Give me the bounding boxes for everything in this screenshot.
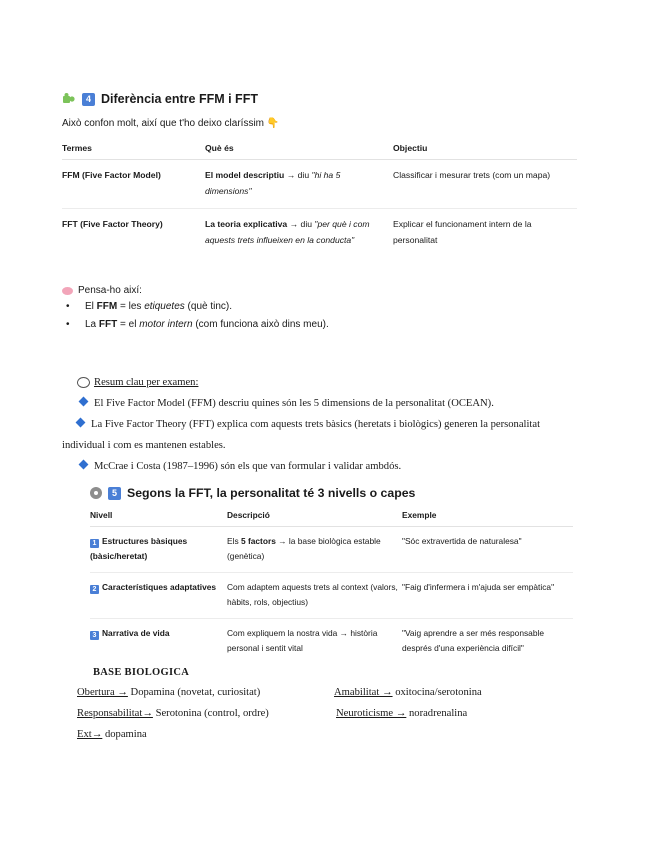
li-pre: El (85, 301, 97, 312)
table-header-row (62, 139, 577, 160)
header-objectiu: Objectiu (393, 139, 577, 160)
table-row (90, 527, 573, 573)
number-1-badge: 1 (90, 539, 99, 548)
what-cell (205, 160, 393, 209)
goal-cell: Explicar el funcionament intern de la personalitat (393, 219, 532, 245)
desc-post: → la base biològica estable (genètica) (227, 536, 381, 561)
base-text: Serotonina (control, ordre) (152, 708, 269, 719)
desc-pre: Els (227, 536, 241, 546)
puzzle-icon (62, 93, 76, 105)
blue-diamond-icon (76, 418, 86, 428)
header-descripcio: Descripció (227, 507, 402, 527)
base-label: Neuroticisme → (336, 708, 407, 719)
section-4-title: Diferència entre FFM i FFT (101, 92, 258, 106)
header-exemple: Exemple (402, 507, 573, 527)
intro-label: Això confon molt, així que t'ho deixo claríssim (62, 118, 265, 129)
section-5-title: Segons la FFT, la personalitat té 3 nivells o capes (127, 486, 416, 500)
base-item-obertura (77, 687, 260, 698)
speech-bubble-icon (77, 377, 90, 388)
ffm-fft-table (62, 139, 577, 257)
li-post: (què tinc). (184, 301, 233, 312)
section-4-heading (62, 92, 258, 106)
what-rest: → diu (284, 170, 312, 180)
think-heading (62, 285, 142, 296)
desc-bold: 5 factors (240, 536, 276, 546)
number-5-badge: 5 (108, 487, 121, 500)
what-italic: "hi ha 5 dimensions" (205, 170, 341, 196)
base-label: Obertura → (77, 687, 128, 698)
resum-point-text: El Five Factor Model (FFM) descriu quines són les 5 dimensions de la personalitat (OCEAN). (94, 398, 494, 409)
resum-point (77, 456, 582, 477)
think-title: Pensa-ho així: (78, 285, 142, 296)
table-row (62, 160, 577, 209)
level-cell (90, 573, 227, 619)
resum-point-text: McCrae i Costa (1987–1996) són els que van formular i validar ambdós. (94, 461, 402, 472)
desc-cell (227, 527, 402, 573)
base-item-ext (77, 729, 147, 740)
base-item-neuroticisme (336, 708, 467, 719)
example-cell: "Sóc extravertida de naturalesa" (402, 527, 573, 573)
level-label: Característiques adaptatives (102, 582, 217, 592)
resum-heading (77, 372, 582, 393)
resum-point (62, 414, 582, 456)
resum-block (62, 372, 582, 477)
example-cell: "Faig d'infermera i m'ajuda ser empàtica" (402, 573, 573, 619)
level-label: Estructures bàsiques (bàsic/heretat) (90, 536, 188, 561)
level-cell (90, 527, 227, 573)
desc-cell (227, 573, 402, 619)
li-italic: motor intern (139, 319, 193, 330)
header-termes: Termes (62, 139, 205, 160)
number-4-badge: 4 (82, 93, 95, 106)
base-text: Dopamina (novetat, curiositat) (127, 687, 261, 698)
desc-post: Com adaptem aquests trets al context (valors, hàbits, rols, objectius) (227, 582, 398, 607)
resum-point (77, 393, 582, 414)
term-cell: FFT (Five Factor Theory) (62, 219, 163, 229)
blue-diamond-icon (79, 460, 89, 470)
resum-point-text: La Five Factor Theory (FFT) explica com aquests trets bàsics (heretats i biològics) generen la personalitat individual i com es mantenen estables. (62, 419, 541, 451)
base-item-amabilitat (334, 687, 482, 698)
level-cell (90, 619, 227, 665)
desc-post: Com expliquem la nostra vida → història personal i sentit vital (227, 628, 378, 653)
table-row (90, 619, 573, 665)
section-5-heading (90, 486, 415, 500)
number-3-badge: 3 (90, 631, 99, 640)
base-text: noradrenalina (406, 708, 468, 719)
base-biologica-title: BASE BIOLOGICA (93, 667, 190, 678)
gear-icon (90, 487, 102, 499)
li-mid: = les (117, 301, 145, 312)
example-cell: "Vaig aprendre a ser més responsable després d'una experiència difícil" (402, 628, 545, 653)
li-bold: FFM (96, 301, 118, 312)
levels-table (90, 507, 573, 664)
li-bold: FFT (98, 319, 118, 330)
li-pre: La (85, 319, 99, 330)
what-italic: "per què i com aquests trets influeixen en la conducta" (205, 219, 370, 245)
base-label: Amabilitat → (334, 687, 393, 698)
resum-title: Resum clau per examen: (94, 377, 199, 388)
intro-text (62, 118, 279, 129)
desc-cell (227, 619, 402, 665)
header-que-es: Què és (205, 139, 393, 160)
li-mid: = el (117, 319, 140, 330)
li-italic: etiquetes (144, 301, 185, 312)
think-list (66, 300, 329, 336)
base-item-responsabilitat (77, 708, 269, 719)
list-item (66, 318, 329, 332)
table-row (62, 209, 577, 258)
list-item (66, 300, 329, 314)
number-2-badge: 2 (90, 585, 99, 594)
what-cell (205, 209, 393, 258)
what-rest: → diu (287, 219, 315, 229)
blue-diamond-icon (79, 397, 89, 407)
base-text: oxitocina/serotonina (392, 687, 482, 698)
table-header-row (90, 507, 573, 527)
term-cell: FFM (Five Factor Model) (62, 160, 205, 209)
what-bold: El model descriptiu (205, 170, 285, 180)
li-post: (com funciona això dins meu). (192, 319, 329, 330)
level-label: Narrativa de vida (102, 628, 170, 638)
base-text: dopamina (102, 729, 147, 740)
base-label: Ext→ (77, 729, 103, 740)
base-label: Responsabilitat→ (77, 708, 153, 719)
what-bold: La teoria explicativa (205, 219, 288, 229)
header-nivell: Nivell (90, 507, 227, 527)
table-row (90, 573, 573, 619)
brain-icon (62, 287, 73, 295)
goal-cell: Classificar i mesurar trets (com un mapa) (393, 160, 577, 209)
pointing-down-icon: 👇 (266, 118, 280, 129)
